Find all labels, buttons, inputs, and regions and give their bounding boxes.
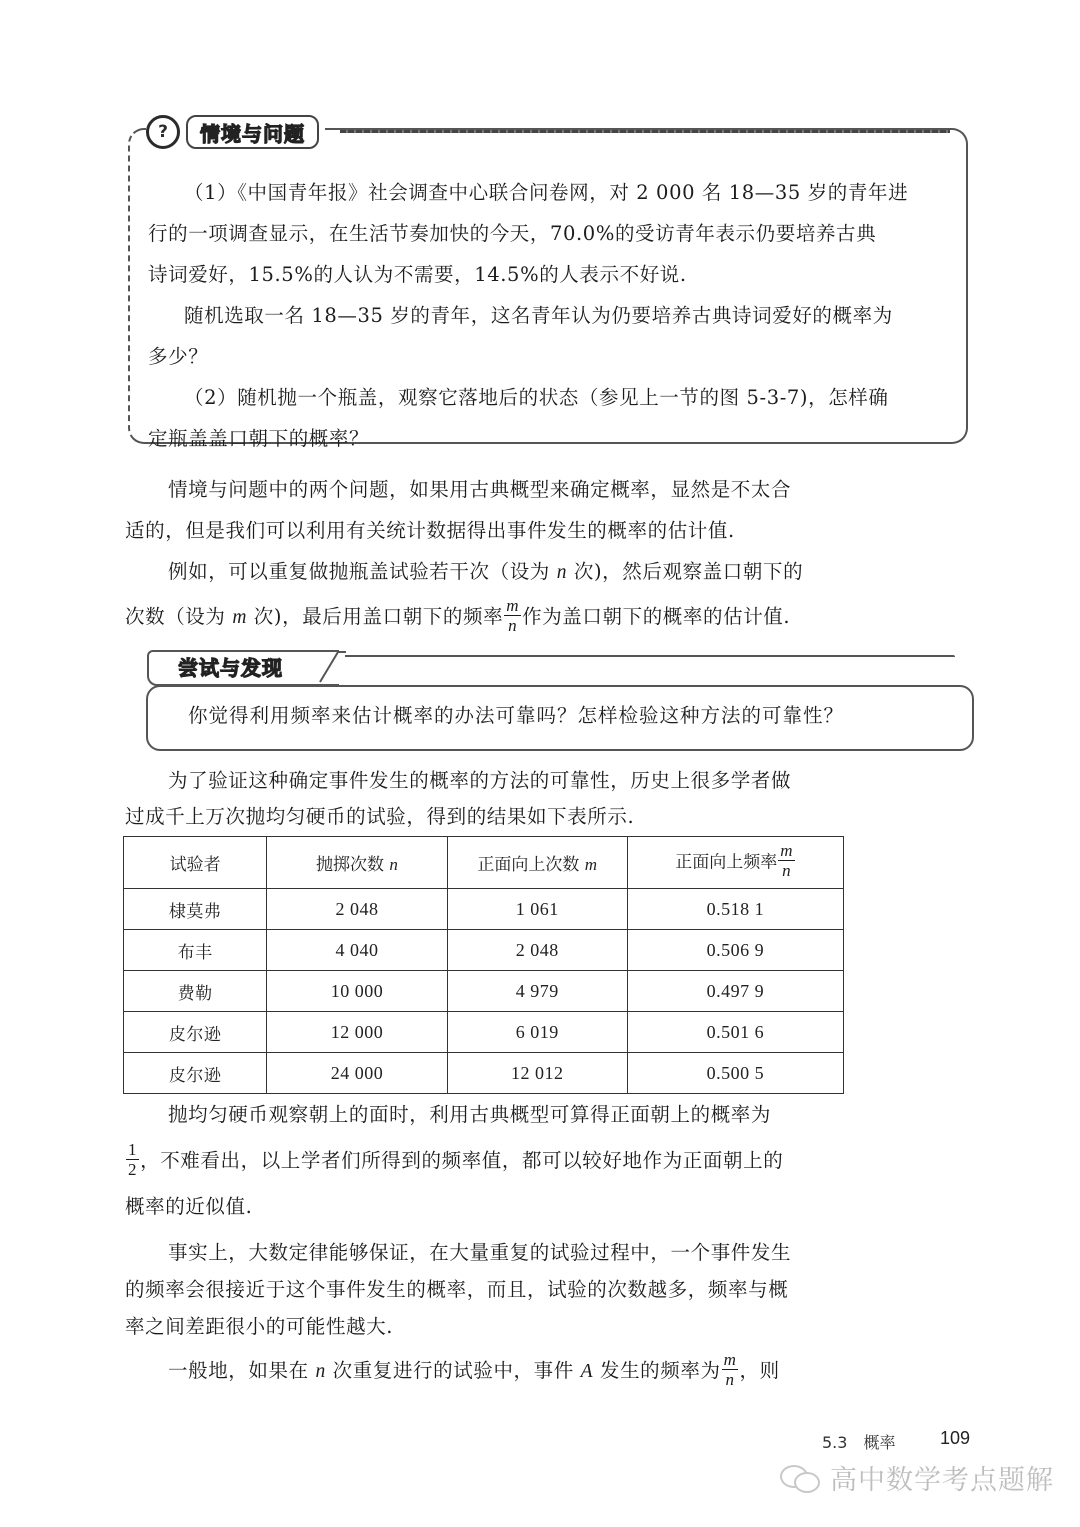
try-discover-tab-slash (318, 650, 346, 684)
variable-n: n (315, 1361, 326, 1382)
situation-header (146, 112, 325, 152)
cell-toss-count: 4 040 (267, 930, 447, 971)
cell-toss-count: 12 000 (267, 1012, 447, 1053)
section-label: 5.3 概率 (822, 1433, 896, 1452)
cell-toss-count: 2 048 (267, 889, 447, 930)
try-discover-question: 你觉得利用频率来估计概率的办法可靠吗？怎样检验这种方法的可靠性？ (188, 704, 845, 727)
cell-experimenter: 棣莫弗 (124, 889, 267, 930)
header-text: 抛掷次数 (316, 855, 385, 875)
fraction-denominator: n (725, 1370, 735, 1389)
cell-heads-count: 4 979 (447, 971, 627, 1012)
watermark-text: 高中数学考点题解 (830, 1465, 1054, 1496)
body-paragraph-line (125, 1140, 783, 1181)
fraction-denominator: n (782, 861, 791, 880)
table-row (124, 1012, 844, 1053)
text-fragment: 次)，最后用盖口朝下的频率 (247, 605, 504, 628)
body-paragraph-line: 情境与问题中的两个问题，如果用古典概型来确定概率，显然是不太合 (168, 478, 792, 501)
situation-line: 诗词爱好，15.5%的人认为不需要，14.5%的人表示不好说. (148, 263, 687, 286)
fraction-m-over-n (722, 1351, 739, 1388)
variable-m: m (232, 607, 247, 628)
cell-experimenter: 布丰 (124, 930, 267, 971)
header-heads-frequency (627, 837, 843, 889)
situation-line: 随机选取一名 18—35 岁的青年，这名青年认为仍要培养古典诗词爱好的概率为 (184, 304, 893, 327)
situation-line: 行的一项调查显示，在生活节奏加快的今天，70.0%的受访青年表示仍要培养古典 (148, 222, 877, 245)
body-paragraph-line: 适的，但是我们可以利用有关统计数据得出事件发生的概率的估计值. (125, 519, 735, 542)
fraction-numerator: m (780, 841, 793, 860)
fraction-m-over-n (504, 597, 521, 634)
cell-heads-count: 6 019 (447, 1012, 627, 1053)
cell-experimenter: 皮尔逊 (124, 1012, 267, 1053)
variable-m: m (584, 855, 598, 874)
cell-experimenter: 费勒 (124, 971, 267, 1012)
body-paragraph-line (168, 1350, 780, 1392)
fraction-numerator: m (723, 1350, 737, 1369)
fraction-denominator: n (508, 616, 518, 635)
header-text: 正面向上频率 (675, 852, 778, 873)
cell-heads-count: 12 012 (447, 1053, 627, 1094)
text-fragment: ，不难看出，以上学者们所得到的频率值，都可以较好地作为正面朝上的 (140, 1149, 784, 1172)
cell-frequency: 0.497 9 (627, 971, 843, 1012)
text-fragment: 次数（设为 (125, 605, 233, 628)
body-paragraph-line: 过成千上万次抛均匀硬币的试验，得到的结果如下表所示. (125, 805, 635, 828)
page-number: 109 (940, 1428, 971, 1448)
try-discover-title: 尝试与发现 (178, 656, 283, 680)
cell-toss-count: 24 000 (267, 1053, 447, 1094)
cell-frequency: 0.501 6 (627, 1012, 843, 1053)
cell-frequency: 0.506 9 (627, 930, 843, 971)
text-fragment: 作为盖口朝下的概率的估计值. (522, 605, 791, 628)
try-discover-header-rule (345, 655, 955, 657)
situation-line: 定瓶盖盖口朝下的概率？ (148, 427, 370, 450)
header-toss-count (267, 837, 447, 889)
table-row (124, 889, 844, 930)
fraction-one-half (126, 1141, 139, 1178)
cell-frequency: 0.500 5 (627, 1053, 843, 1094)
fraction-denominator: 2 (128, 1160, 138, 1179)
fraction-m-over-n (778, 842, 794, 879)
situation-line: 多少？ (148, 345, 209, 368)
cell-frequency: 0.518 1 (627, 889, 843, 930)
table-row (124, 971, 844, 1012)
variable-n: n (389, 855, 398, 874)
watermark (780, 1458, 1054, 1497)
fraction-numerator: 1 (128, 1140, 138, 1159)
body-paragraph-line: 抛均匀硬币观察朝上的面时，利用古典概型可算得正面朝上的概率为 (168, 1103, 772, 1126)
body-paragraph-line (168, 551, 803, 593)
text-fragment: 次重复进行的试验中，事件 (325, 1359, 581, 1382)
text-fragment: 例如，可以重复做抛瓶盖试验若干次（设为 (168, 560, 557, 583)
wechat-icon (780, 1463, 822, 1493)
cell-toss-count: 10 000 (267, 971, 447, 1012)
table-header-row (124, 837, 844, 889)
header-experimenter: 试验者 (124, 837, 267, 889)
variable-A: A (580, 1361, 594, 1382)
question-mark-icon: ? (146, 115, 180, 149)
fraction-numerator: m (506, 596, 520, 615)
table-row (124, 930, 844, 971)
situation-line: （2）随机抛一个瓶盖，观察它落地后的状态（参见上一节的图 5-3-7)，怎样确 (184, 386, 889, 409)
header-text: 正面向上次数 (477, 855, 580, 875)
text-fragment: 一般地，如果在 (168, 1359, 316, 1382)
situation-line: （1）《中国青年报》社会调查中心联合问卷网，对 2 000 名 18—35 岁的青年进 (184, 181, 909, 204)
table-row (124, 1053, 844, 1094)
cell-heads-count: 2 048 (447, 930, 627, 971)
cell-experimenter: 皮尔逊 (124, 1053, 267, 1094)
body-paragraph-line: 的频率会很接近于这个事件发生的概率，而且，试验的次数越多，频率与概 (125, 1278, 789, 1301)
situation-title: 情境与问题 (186, 115, 319, 149)
header-heads-count (447, 837, 627, 889)
variable-n: n (556, 562, 568, 583)
body-paragraph-line: 率之间差距很小的可能性越大. (125, 1315, 394, 1338)
body-paragraph-line: 事实上，大数定律能够保证，在大量重复的试验过程中，一个事件发生 (168, 1241, 792, 1264)
body-paragraph-line: 为了验证这种确定事件发生的概率的方法的可靠性，历史上很多学者做 (168, 769, 792, 792)
text-fragment: 次)，然后观察盖口朝下的 (567, 560, 804, 583)
body-paragraph-line: 概率的近似值. (125, 1195, 253, 1218)
cell-heads-count: 1 061 (447, 889, 627, 930)
text-fragment: ，则 (739, 1359, 780, 1382)
body-paragraph-line (125, 596, 790, 638)
coin-toss-results-table (123, 836, 844, 1094)
text-fragment: 发生的频率为 (593, 1359, 721, 1382)
situation-header-rule (340, 130, 950, 133)
